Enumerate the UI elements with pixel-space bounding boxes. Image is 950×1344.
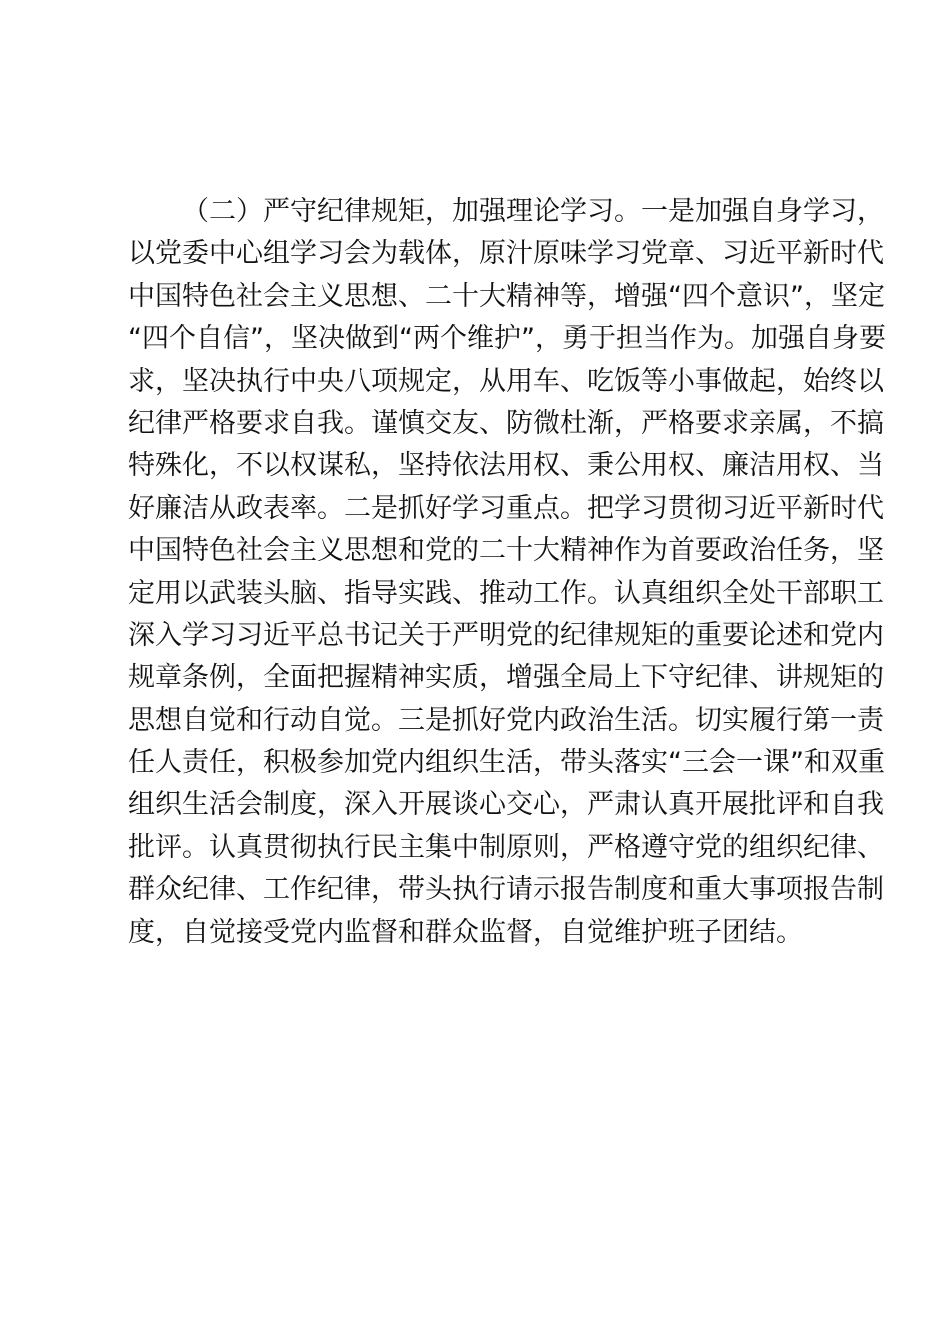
paragraph-line: 规章条例，全面把握精神实质，增强全局上下守纪律、讲规矩的 bbox=[128, 662, 884, 694]
paragraph-line: 组织生活会制度，深入开展谈心交心，严肃认真开展批评和自我 bbox=[128, 789, 884, 821]
paragraph-line: 群众纪律、工作纪律，带头执行请示报告制度和重大事项报告制 bbox=[128, 874, 884, 906]
paragraph-line: 任人责任，积极参加党内组织生活，带头落实“三会一课”和双重 bbox=[128, 747, 885, 779]
paragraph-line: 定用以武装头脑、指导实践、推动工作。认真组织全处干部职工 bbox=[128, 577, 884, 609]
paragraph-line: 度，自觉接受党内监督和群众监督，自觉维护班子团结。 bbox=[128, 916, 803, 948]
paragraph-line: 深入学习习近平总书记关于严明党的纪律规矩的重要论述和党内 bbox=[128, 619, 884, 651]
paragraph-line: 纪律严格要求自我。谨慎交友、防微杜渐，严格要求亲属，不搞 bbox=[128, 407, 884, 439]
paragraph-line: 批评。认真贯彻执行民主集中制原则，严格遵守党的组织纪律、 bbox=[128, 831, 884, 863]
paragraph-line: 好廉洁从政表率。二是抓好学习重点。把学习贯彻习近平新时代 bbox=[128, 492, 884, 524]
paragraph-line: 求，坚决执行中央八项规定，从用车、吃饭等小事做起，始终以 bbox=[128, 365, 884, 397]
paragraph-line: 思想自觉和行动自觉。三是抓好党内政治生活。切实履行第一责 bbox=[128, 704, 884, 736]
paragraph-line: 中国特色社会主义思想和党的二十大精神作为首要政治任务，坚 bbox=[128, 535, 884, 567]
paragraph-line: 中国特色社会主义思想、二十大精神等，增强“四个意识”，坚定 bbox=[128, 280, 885, 312]
paragraph-line: “四个自信”，坚决做到“两个维护”，勇于担当作为。加强自身要 bbox=[128, 323, 886, 355]
paragraph-line: 特殊化，不以权谋私，坚持依法用权、秉公用权、廉洁用权、当 bbox=[128, 450, 884, 482]
paragraph-line: （二）严守纪律规矩，加强理论学习。一是加强自身学习， bbox=[182, 196, 884, 227]
paragraph-line: 以党委中心组学习会为载体，原汁原味学习党章、习近平新时代 bbox=[128, 238, 884, 270]
body-paragraph bbox=[128, 191, 886, 954]
